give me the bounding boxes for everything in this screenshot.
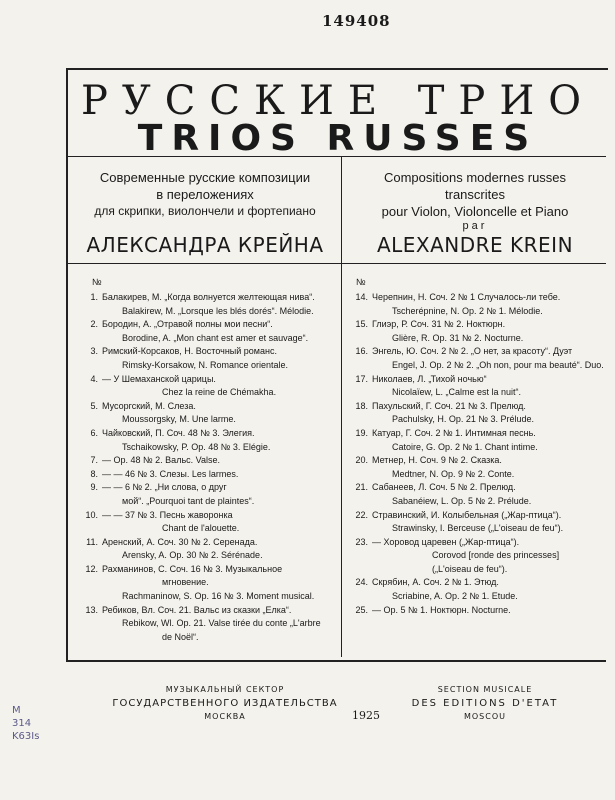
title-russian: РУССКИЕ ТРИО: [80, 78, 596, 124]
list-item-number: [82, 441, 102, 455]
list-item: [82, 332, 340, 346]
list-item-text: Бородин, А. „Отравой полны мои песни“.: [102, 319, 273, 330]
list-item: [82, 522, 340, 536]
list-item-text: Sabanéiew, L. Op. 5 № 2. Prélude.: [392, 495, 532, 506]
list-item-text: Moussorgsky, M. Une larme.: [122, 414, 236, 425]
list-item-number: 21.: [355, 482, 368, 493]
contents-list-left: [82, 291, 340, 644]
publisher-ru-line-3: МОСКВА: [204, 712, 246, 721]
list-item-number: 24.: [355, 577, 368, 588]
list-item: [82, 359, 340, 373]
list-item-text: Balakirew, M. „Lorsque les blés dorés“. Mélodie.: [122, 305, 314, 316]
list-item-text: — — 37 № 3. Песнь жаворонка: [102, 509, 233, 520]
list-item-text: — Ор. 5 № 1. Ноктюрн. Nocturne.: [372, 604, 511, 615]
list-item: [352, 495, 604, 509]
subtitle-ru-line-2: в переложениях: [156, 187, 254, 202]
list-item-number: [352, 305, 372, 319]
list-item: [352, 359, 604, 373]
shelfmark-line-2: 314: [12, 718, 32, 729]
list-item-number: 25.: [355, 604, 368, 615]
list-item: [352, 441, 604, 455]
list-item-text: Medtner, N. Op. 9 № 2. Conte.: [392, 468, 515, 479]
list-item: [82, 454, 340, 468]
list-item: [352, 291, 604, 305]
list-item-number: 22.: [355, 509, 368, 520]
library-shelfmark: [12, 704, 39, 743]
list-item-number: [352, 413, 372, 427]
list-item: [82, 441, 340, 455]
catalog-number: 149408: [322, 12, 391, 30]
list-item: [82, 291, 340, 305]
subtitle-fr-line-2: transcrites: [445, 187, 505, 202]
list-item-number: [352, 522, 372, 536]
list-item-number: [82, 590, 102, 604]
list-item-number: [82, 305, 102, 319]
list-item-number: 16.: [355, 346, 368, 357]
list-item-text: мой“. „Pourquoi tant de plaintes“.: [122, 495, 255, 506]
list-item-text: Borodine, A. „Mon chant est amer et sauvage“.: [122, 332, 309, 343]
divider-vertical: [341, 157, 342, 657]
list-item-text: de Noël“.: [162, 631, 199, 642]
list-item-text: Chant de l'alouette.: [162, 523, 240, 534]
list-item: [352, 468, 604, 482]
list-item-number: 3.: [90, 346, 98, 357]
list-item-number: [352, 590, 372, 604]
publisher-fr-line-1: SECTION MUSICALE: [437, 685, 533, 694]
list-item: [352, 400, 604, 414]
list-item-number: [82, 495, 102, 509]
list-item-number: [82, 576, 102, 590]
list-item-number: [82, 386, 102, 400]
list-item-number: [82, 413, 102, 427]
list-item-text: Rimsky-Korsakow, N. Romance orientale.: [122, 359, 289, 370]
list-item-text: Rachmaninow, S. Op. 16 № 3. Moment musical.: [122, 591, 315, 602]
list-item-number: 11.: [86, 536, 98, 547]
list-item-number: [352, 441, 372, 455]
list-item-number: 9.: [90, 482, 98, 493]
list-item-number: 23.: [355, 536, 368, 547]
list-item-number: 17.: [355, 373, 368, 384]
list-item-number: [352, 563, 372, 577]
list-item: [82, 481, 340, 495]
list-item-text: Engel, J. Op. 2 № 2. „Oh non, pour ma beauté“. Duo.: [392, 359, 604, 370]
list-item-number: 7.: [90, 455, 98, 466]
list-item-number: [82, 522, 102, 536]
list-item-text: Аренский, А. Соч. 30 № 2. Серенада.: [102, 536, 258, 547]
list-item-text: Рахманинов, С. Соч. 16 № 3. Музыкальное: [102, 563, 283, 574]
list-item: [82, 305, 340, 319]
arranger-name-fr: ALEXANDRE KREIN: [376, 233, 574, 257]
list-item: [352, 522, 604, 536]
divider-under-arranger: [68, 263, 606, 264]
list-header-left: №: [92, 277, 102, 287]
list-item-text: Катуар, Г. Соч. 2 № 1. Интимная песнь.: [372, 427, 536, 438]
list-item: [352, 563, 604, 577]
publication-year: 1925: [352, 709, 380, 722]
list-item: [352, 318, 604, 332]
list-item-text: Chez la reine de Chémakha.: [162, 387, 277, 398]
list-item: [352, 590, 604, 604]
list-item-text: Glière, R. Op. 31 № 2. Nocturne.: [392, 332, 524, 343]
shelfmark-line-1: M: [12, 705, 21, 716]
list-item-number: 13.: [85, 604, 98, 615]
list-item-text: Strawinsky, I. Berceuse („L'oiseau de feu“).: [392, 523, 564, 534]
list-item-text: Энгель, Ю. Соч. 2 № 2. „О нет, за красоту“. Дуэт: [372, 346, 573, 357]
list-item-number: 15.: [355, 319, 368, 330]
list-item: [352, 481, 604, 495]
list-item: [352, 576, 604, 590]
list-item: [352, 386, 604, 400]
list-item-number: [82, 549, 102, 563]
list-item-text: Стравинский, И. Колыбельная („Жар-птица“).: [372, 509, 562, 520]
list-item-text: — — 6 № 2. „Ни слова, о друг: [102, 482, 227, 493]
list-item-text: Николаев, Л. „Тихой ночью“: [372, 373, 487, 384]
list-item-text: Pachulsky, H. Op. 21 № 3. Prélude.: [392, 414, 535, 425]
list-item-number: 2.: [90, 319, 98, 330]
list-item: [82, 549, 340, 563]
contents-list-right: [352, 291, 604, 617]
list-item-text: Метнер, Н. Соч. 9 № 2. Сказка.: [372, 455, 502, 466]
list-item: [82, 400, 340, 414]
list-item: [82, 373, 340, 387]
list-item-number: 10.: [85, 509, 98, 520]
list-item: [352, 604, 604, 618]
list-item-number: [352, 332, 372, 346]
publisher-ru-line-1: МУЗЫКАЛЬНЫЙ СЕКТОР: [165, 685, 285, 694]
list-item-number: [82, 617, 102, 631]
list-item-text: Пахульский, Г. Соч. 21 № 3. Прелюд.: [372, 400, 526, 411]
list-item-text: Scriabine, A. Op. 2 № 1. Etude.: [392, 591, 518, 602]
list-item-text: Nicolaïew, L. „Calme est la nuit“.: [392, 387, 522, 398]
list-item: [82, 631, 340, 645]
list-item: [82, 563, 340, 577]
list-item: [352, 509, 604, 523]
list-item: [82, 468, 340, 482]
list-item-number: 14.: [355, 292, 368, 302]
list-item: [82, 345, 340, 359]
list-item-text: Catoire, G. Op. 2 № 1. Chant intime.: [392, 441, 538, 452]
list-item-number: [352, 495, 372, 509]
frame-bottom-border: [66, 660, 606, 662]
list-item: [352, 454, 604, 468]
list-item-number: 4.: [90, 373, 98, 384]
list-item-number: [82, 359, 102, 373]
list-item-number: 8.: [90, 468, 98, 479]
list-item: [82, 495, 340, 509]
subtitle-fr-line-1: Compositions modernes russes: [383, 170, 567, 185]
divider-horizontal: [68, 156, 606, 157]
list-item: [82, 386, 340, 400]
list-item-text: Сабанеев, Л. Соч. 5 № 2. Прелюд.: [372, 482, 516, 493]
list-item: [352, 373, 604, 387]
list-item: [352, 305, 604, 319]
list-item: [82, 590, 340, 604]
list-item-number: 5.: [90, 400, 98, 411]
list-item-text: Глиэр, Р. Соч. 31 № 2. Ноктюрн.: [372, 319, 506, 330]
list-item-text: Скрябин, А. Соч. 2 № 1. Этюд.: [372, 577, 499, 588]
list-item-number: 19.: [355, 427, 368, 438]
list-item: [82, 617, 340, 631]
list-item: [82, 576, 340, 590]
list-item: [352, 332, 604, 346]
list-item-text: — — 46 № 3. Слезы. Les larmes.: [102, 468, 239, 479]
list-item-number: 12.: [85, 563, 98, 574]
list-item-number: 1.: [90, 292, 98, 302]
list-item-text: Ребиков, Вл. Соч. 21. Вальс из сказки „Елка“.: [102, 604, 292, 615]
list-item: [82, 413, 340, 427]
title-french: TRIOS RUSSES: [137, 118, 539, 159]
list-item-number: 6.: [90, 427, 98, 438]
list-item-number: [82, 631, 102, 645]
list-item-text: мгновение.: [162, 577, 209, 588]
list-item-number: 18.: [355, 400, 368, 411]
arranger-name-ru: АЛЕКСАНДРА КРЕЙНА: [86, 233, 324, 257]
subtitle-ru-line-3: для скрипки, виолончели и фортепиано: [94, 204, 316, 218]
list-item-text: Балакирев, М. „Когда волнуется желтеющая нива“.: [102, 292, 315, 302]
list-item-text: Arensky, A. Op. 30 № 2. Sérénade.: [122, 550, 263, 561]
list-item-text: Мусоргский, М. Слеза.: [102, 400, 196, 411]
list-header-right: №: [356, 277, 366, 287]
list-item-text: — Ор. 48 № 2. Вальс. Valse.: [102, 455, 220, 466]
list-item-text: Чайковский, П. Соч. 48 № 3. Элегия.: [102, 427, 255, 438]
list-item: [82, 604, 340, 618]
list-item: [82, 509, 340, 523]
list-item-text: Tscherépnine, N. Op. 2 № 1. Mélodie.: [392, 305, 543, 316]
publisher-ru-line-2: ГОСУДАРСТВЕННОГО ИЗДАТЕЛЬСТВА: [112, 698, 338, 709]
list-item-number: [352, 386, 372, 400]
list-item-number: [352, 549, 372, 563]
list-item: [352, 536, 604, 550]
list-item-text: Corovod [ronde des princesses]: [432, 550, 560, 561]
list-item-text: Rebikow, Wl. Op. 21. Valse tirée du conte „L'arbre: [122, 618, 321, 629]
list-item: [352, 413, 604, 427]
list-item-text: („L'oiseau de feu“).: [432, 563, 508, 574]
list-item-number: [82, 332, 102, 346]
list-item: [352, 427, 604, 441]
list-item-text: Черепнин, Н. Соч. 2 № 1 Случалось-ли тебе.: [372, 292, 561, 302]
publisher-fr-line-2: DES EDITIONS D'ETAT: [411, 698, 559, 709]
frame-left-border: [66, 163, 68, 660]
list-item: [352, 549, 604, 563]
list-item-number: 20.: [355, 455, 368, 466]
list-item-text: — У Шемаханской царицы.: [102, 373, 216, 384]
list-item-text: Римский-Корсаков, Н. Восточный романс.: [102, 346, 277, 357]
list-item: [82, 427, 340, 441]
list-item-text: Tschaikowsky, P. Op. 48 № 3. Elégie.: [122, 441, 271, 452]
subtitle-ru-line-1: Современные русские композиции: [99, 170, 311, 185]
list-item: [82, 536, 340, 550]
shelfmark-line-3: K63Is: [12, 731, 40, 742]
list-item-number: [352, 468, 372, 482]
list-item: [352, 345, 604, 359]
subtitle-fr-line-3: pour Violon, Violoncelle et Piano: [381, 204, 569, 219]
list-item-number: [352, 359, 372, 373]
publisher-fr-line-3: MOSCOU: [463, 712, 506, 721]
list-item-text: — Хоровод царевен („Жар-птица“).: [372, 536, 520, 547]
list-item: [82, 318, 340, 332]
subtitle-fr-par: par: [462, 220, 488, 232]
